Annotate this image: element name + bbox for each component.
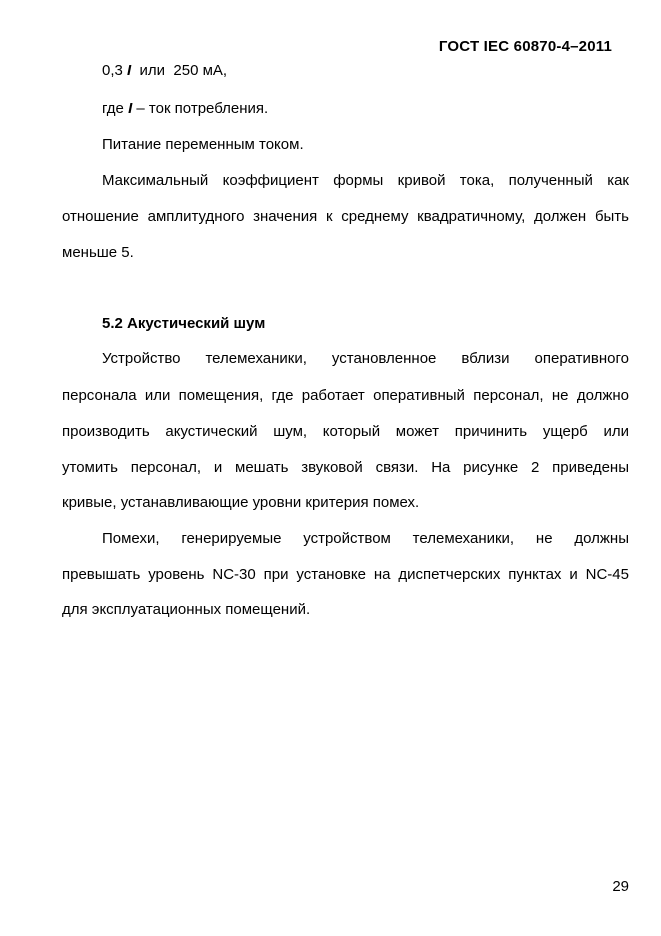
definition-suffix: – ток потребления. [132,100,269,117]
variable-i-def: I [128,100,133,117]
paragraph-noise-line-3: производить акустический шум, который может причинить ущерб или [62,423,629,440]
paragraph-crest-factor-line-1: Максимальный коэффициент формы кривой тока, полученный как [102,172,629,189]
document-header: ГОСТ IEC 60870-4–2011 [438,38,612,55]
paragraph-noise-line-2: персонала или помещения, где работает оперативный персонал, не должно [62,387,629,404]
paragraph-noise-line-5: кривые, устанавливающие уровни критерия помех. [62,494,420,511]
paragraph-noise-line-1: Устройство телемеханики, установленное вблизи оперативного [102,350,629,367]
variable-i: I [127,62,132,79]
paragraph-noise-line-4: утомить персонал, и мешать звуковой связи. На рисунке 2 приведены [62,459,629,476]
formula-suffix: или 250 мА, [131,62,228,79]
paragraph-crest-factor-line-3: меньше 5. [62,244,134,261]
definition-prefix: где [102,100,129,117]
ac-power-line: Питание переменным током. [102,136,304,153]
definition-line [102,100,268,118]
paragraph-limits-line-3: для эксплуатационных помещений. [62,601,311,618]
formula-prefix: 0,3 [102,62,128,79]
page-number: 29 [612,878,629,895]
paragraph-limits-line-2: превышать уровень NC-30 при установке на диспетчерских пунктах и NC-45 [62,566,629,583]
formula-line [102,62,227,80]
paragraph-crest-factor-line-2: отношение амплитудного значения к среднему квадратичному, должен быть [62,208,629,225]
paragraph-limits-line-1: Помехи, генерируемые устройством телемеханики, не должны [102,530,629,547]
section-heading: 5.2 Акустический шум [102,315,266,332]
